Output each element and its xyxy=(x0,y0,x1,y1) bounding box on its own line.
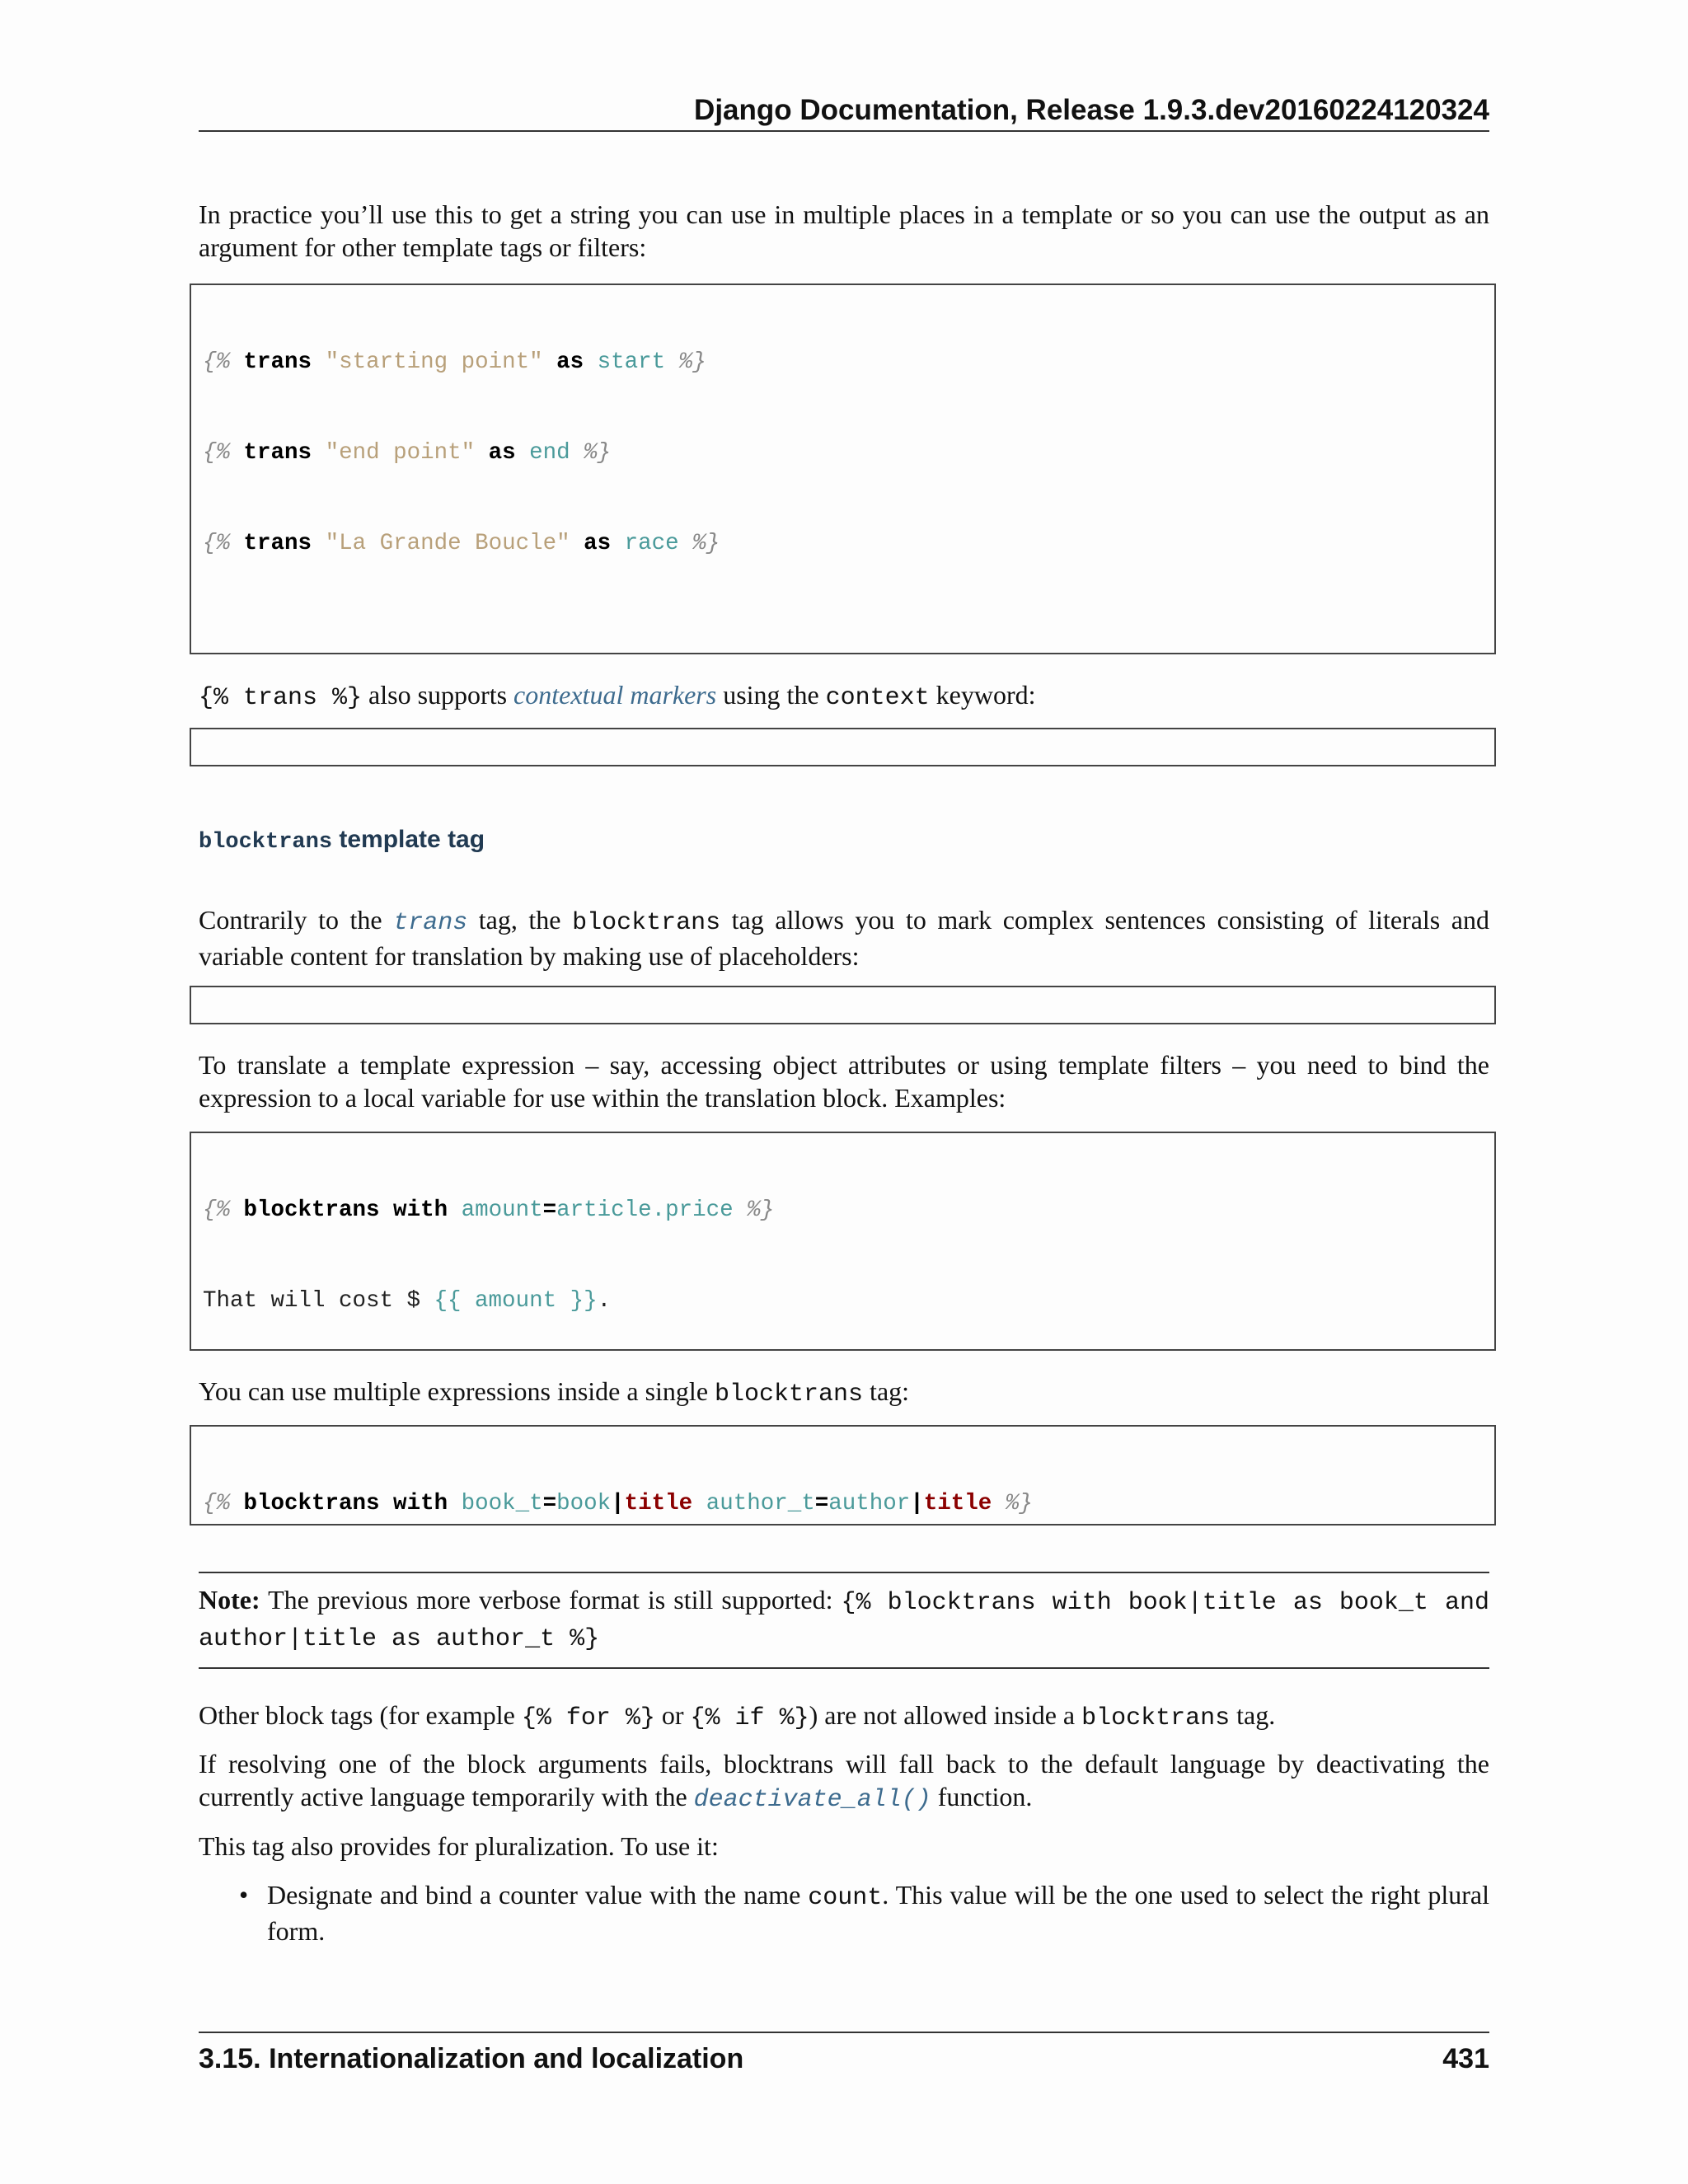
blocktrans-intro-paragraph: Contrarily to the trans tag, the blocktrans tag allows you to mark complex sentences consisting of literals and variable content for translation by making use of placeholders: xyxy=(199,905,1490,971)
code-block-blocktrans-simple[interactable] xyxy=(190,986,1496,1024)
translate-expression-paragraph: To translate a template expression – say, accessing object attributes or using template filters – you need to bind the expression to a local variable for use within the translation block. Examples: xyxy=(199,1050,1489,1113)
running-header: Django Documentation, Release 1.9.3.dev20160224120324 xyxy=(199,92,1489,132)
trans-link[interactable]: trans xyxy=(393,909,468,937)
bullet-item-count: Designate and bind a counter value with the name count. This value will be the one used to select the right plural form. xyxy=(267,1880,1490,1946)
footer-section-title: 3.15. Internationalization and localization xyxy=(199,2043,744,2074)
code-line xyxy=(203,620,1494,650)
note-box: Note: The previous more verbose format is still supported: {% blocktrans with book|title as book_t and author|title as author_t %} xyxy=(199,1572,1489,1669)
code-line: {% trans "starting point" as start %} xyxy=(203,349,706,376)
contextual-markers-link[interactable]: contextual markers xyxy=(513,680,717,710)
trans-context-paragraph: {% trans %} also supports contextual markers using the context keyword: xyxy=(199,680,1036,712)
deactivate-all-link[interactable]: deactivate_all() xyxy=(693,1786,931,1814)
code-block-multiple-expressions[interactable] xyxy=(190,1425,1496,1526)
code-line: {% blocktrans with amount=article.price %} xyxy=(203,1197,775,1224)
code-line: {% trans "La Grande Boucle" as race %} xyxy=(203,530,720,556)
code-line: That will cost $ {{ amount }}. xyxy=(203,1287,612,1314)
section-heading-blocktrans: blocktrans template tag xyxy=(199,826,485,855)
note-label: Note: xyxy=(199,1585,260,1615)
block-tags-paragraph: Other block tags (for example {% for %} or {% if %}) are not allowed inside a blocktrans tag. xyxy=(199,1700,1276,1732)
code-line: {% trans "end point" as end %} xyxy=(203,439,612,466)
intro-paragraph: In practice you’ll use this to get a string you can use in multiple places in a template or so you can use the output as an argument for other template tags or filters: xyxy=(199,199,1489,262)
code-line: {% blocktrans with book_t=book|title author_t=author|title %} xyxy=(203,1491,1033,1517)
bullet-marker: • xyxy=(239,1880,249,1910)
code-block-blocktrans-with[interactable] xyxy=(190,1132,1496,1351)
page-number: 431 xyxy=(1442,2043,1489,2074)
code-block-trans-context[interactable] xyxy=(190,728,1496,766)
fallback-paragraph: If resolving one of the block arguments fails, blocktrans will fall back to the default language by deactivating the currently active language temporarily with the deactivate_all() function. xyxy=(199,1749,1489,1814)
running-footer xyxy=(199,2032,1489,2075)
multiple-expressions-paragraph: You can use multiple expressions inside a single blocktrans tag: xyxy=(199,1376,910,1408)
code-block-trans-as[interactable] xyxy=(190,284,1496,654)
pluralization-paragraph: This tag also provides for pluralization. To use it: xyxy=(199,1831,719,1861)
